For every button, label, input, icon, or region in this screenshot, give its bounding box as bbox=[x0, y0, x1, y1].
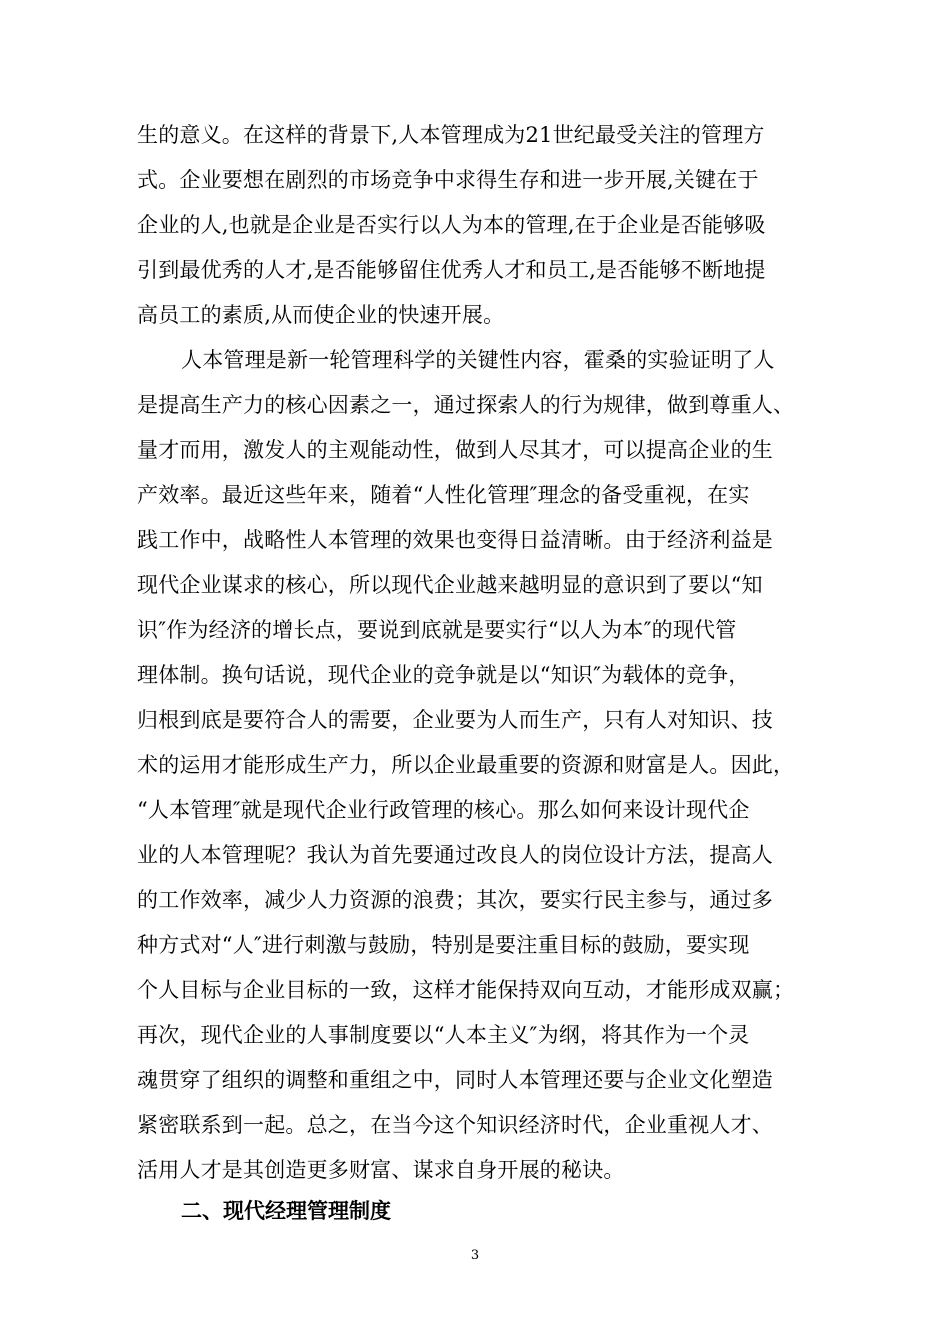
paragraph-2-line-10: 术的运用才能形成生产力，所以企业最重要的资源和财富是人。因此， bbox=[137, 753, 795, 777]
paragraph-2-line-6: 现代企业谋求的核心，所以现代企业越来越明显的意识到了要以“知 bbox=[137, 573, 763, 597]
paragraph-2-line-5: 践工作中，战略性人本管理的效果也变得日益清晰。由于经济利益是 bbox=[137, 528, 773, 552]
paragraph-2-line-2: 是提高生产力的核心因素之一，通过探索人的行为规律，做到尊重人、 bbox=[137, 393, 795, 417]
paragraph-2-line-17: 魂贯穿了组织的调整和重组之中，同时人本管理还要与企业文化塑造 bbox=[137, 1068, 773, 1092]
page-number: 3 bbox=[470, 1248, 480, 1263]
paragraph-1-line-3: 企业的人,也就是企业是否实行以人为本的管理,在于企业是否能够吸 bbox=[137, 213, 766, 237]
paragraph-2-line-7: 识″作为经济的增长点，要说到底就是要实行“以人为本″的现代管 bbox=[137, 618, 737, 642]
paragraph-2-line-3: 量才而用，激发人的主观能动性，做到人尽其才，可以提高企业的生 bbox=[137, 438, 773, 462]
paragraph-2-line-9: 归根到底是要符合人的需要，企业要为人而生产，只有人对知识、技 bbox=[137, 708, 773, 732]
paragraph-2-line-19: 活用人才是其创造更多财富、谋求自身开展的秘诀。 bbox=[137, 1158, 625, 1182]
paragraph-1-line-2: 式。企业要想在剧烈的市场竞争中求得生存和进一步开展,关键在于 bbox=[137, 168, 759, 192]
paragraph-2-line-11: “人本管理″就是现代企业行政管理的核心。那么如何来设计现代企 bbox=[137, 798, 750, 822]
paragraph-2-line-15: 个人目标与企业目标的一致，这样才能保持双向互动，才能形成双赢； bbox=[137, 978, 795, 1002]
paragraph-2-line-1: 人本管理是新一轮管理科学的关键性内容，霍桑的实验证明了人 bbox=[181, 348, 775, 372]
paragraph-2-line-4: 产效率。最近这些年来，随着“人性化管理″理念的备受重视，在实 bbox=[137, 483, 750, 507]
paragraph-2-line-14: 种方式对“人″进行刺激与鼓励，特别是要注重目标的鼓励，要实现 bbox=[137, 933, 750, 957]
paragraph-2-line-18: 紧密联系到一起。总之，在当今这个知识经济时代，企业重视人才、 bbox=[137, 1113, 773, 1137]
paragraph-1-line-4: 引到最优秀的人才,是否能够留住优秀人才和员工,是否能够不断地提 bbox=[137, 258, 766, 282]
paragraph-2-line-8: 理体制。换句话说，现代企业的竞争就是以“知识″为载体的竞争， bbox=[137, 663, 750, 687]
section-heading: 二、现代经理管理制度 bbox=[181, 1198, 391, 1223]
paragraph-2-line-12: 业的人本管理呢？我认为首先要通过改良人的岗位设计方法，提高人 bbox=[137, 843, 773, 867]
paragraph-1-line-1: 生的意义。在这样的背景下,人本管理成为21世纪最受关注的管理方 bbox=[137, 123, 765, 147]
paragraph-2-line-13: 的工作效率，减少人力资源的浪费；其次，要实行民主参与，通过多 bbox=[137, 888, 773, 912]
paragraph-2-line-16: 再次，现代企业的人事制度要以“人本主义″为纲，将其作为一个灵 bbox=[137, 1023, 750, 1047]
paragraph-1-line-5: 高员工的素质,从而使企业的快速开展。 bbox=[137, 303, 505, 327]
